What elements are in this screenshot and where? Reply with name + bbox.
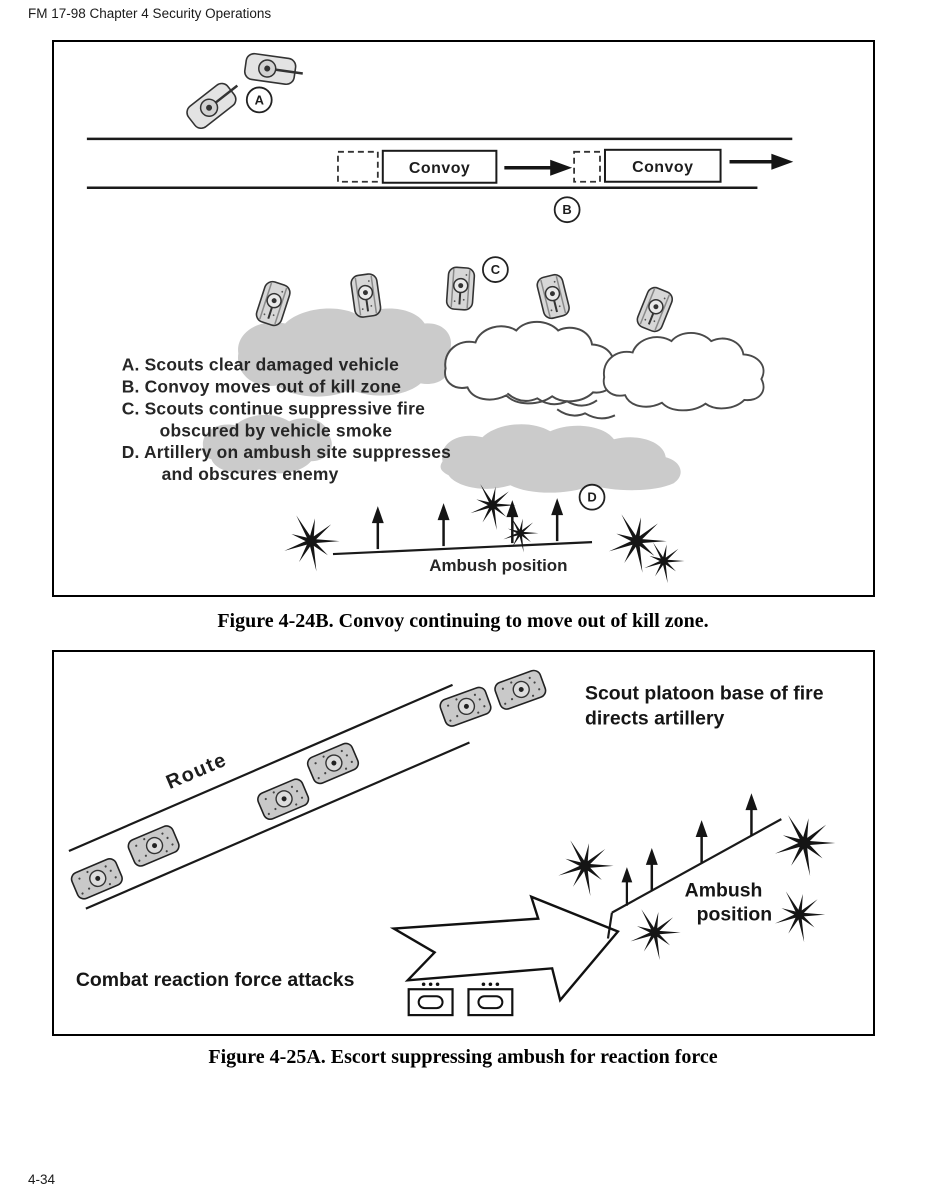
legend-line-4: obscured by vehicle smoke xyxy=(159,420,393,441)
smoke-wave-line xyxy=(557,409,615,418)
marker-c xyxy=(483,257,508,282)
legend-line-1: A. Scouts clear damaged vehicle xyxy=(121,354,400,375)
ambush-position-line xyxy=(333,542,592,554)
apc-icon xyxy=(409,982,453,1015)
scout-vehicle-icon xyxy=(536,273,571,320)
scout-vehicle-icon xyxy=(635,285,675,334)
explosion-icon xyxy=(775,891,825,942)
dashed-vehicle-outline xyxy=(574,152,600,182)
legend-line-6: and obscures enemy xyxy=(161,464,339,485)
route-line-bottom xyxy=(86,743,470,909)
figure-424b-caption: Figure 4-24B. Convoy continuing to move out of kill zone. xyxy=(217,610,709,632)
convoy-label-1: Convoy xyxy=(408,159,471,177)
scout-base-vehicle-icon xyxy=(493,669,547,712)
up-arrow-icon xyxy=(622,867,633,905)
legend-line-3: C. Scouts continue suppressive fire xyxy=(121,398,425,419)
smoke-blob xyxy=(441,424,681,492)
svg-text:A: A xyxy=(254,92,264,108)
explosion-icon xyxy=(644,542,684,583)
convoy-label-2: Convoy xyxy=(632,158,694,176)
ambush-position-tick xyxy=(608,913,612,939)
scout-vehicle-icon xyxy=(254,280,292,328)
scout-base-vehicle-icon xyxy=(438,685,492,728)
reaction-force-label: Combat reaction force attacks xyxy=(75,969,355,992)
up-arrow-icon xyxy=(438,503,450,546)
marker-d xyxy=(580,485,605,510)
escort-vehicle-icon xyxy=(69,857,124,901)
explosion-icon xyxy=(630,909,680,960)
explosion-icon xyxy=(775,815,835,876)
convoy-arrowhead-1 xyxy=(550,160,572,176)
up-arrow-icon xyxy=(745,793,757,836)
escort-vehicle-icon xyxy=(126,824,181,868)
convoy-arrowhead-2 xyxy=(771,154,793,170)
ambush-label-line2: position xyxy=(696,903,773,926)
svg-text:B: B xyxy=(562,202,572,218)
ambush-position-label: Ambush position xyxy=(429,556,568,576)
page-number: 4-34 xyxy=(28,1172,56,1187)
svg-text:C: C xyxy=(490,262,501,278)
explosion-icon xyxy=(558,840,613,896)
figure-424b-panel xyxy=(52,40,875,597)
figure-425a-panel xyxy=(52,650,875,1036)
marker-a xyxy=(247,87,272,112)
tank-icon xyxy=(184,75,245,131)
up-arrow-icon xyxy=(551,498,563,541)
svg-text:D: D xyxy=(587,489,597,505)
tank-icon xyxy=(244,53,305,87)
explosion-icon xyxy=(284,515,339,571)
dashed-vehicle-outline xyxy=(338,152,378,182)
reaction-force-arrow xyxy=(394,897,618,1000)
up-arrow-icon xyxy=(696,820,708,863)
scout-vehicle-icon xyxy=(350,273,381,318)
legend-line-2: B. Convoy moves out of kill zone xyxy=(121,376,402,397)
route-label: Route xyxy=(162,748,231,794)
smoke-cloud-icon xyxy=(604,333,764,410)
explosion-icon xyxy=(471,484,516,530)
escort-vehicle-icon xyxy=(306,741,361,785)
apc-icon xyxy=(468,982,512,1015)
marker-b xyxy=(555,197,580,222)
base-of-fire-label-line2: directs artillery xyxy=(585,707,725,730)
up-arrow-icon xyxy=(372,506,384,549)
figure-425a-caption: Figure 4-25A. Escort suppressing ambush for reaction force xyxy=(208,1046,718,1068)
legend-line-5: D. Artillery on ambush site suppresses xyxy=(121,442,452,463)
route-line-top xyxy=(69,685,453,851)
page-header: FM 17-98 Chapter 4 Security Operations xyxy=(28,6,272,21)
ambush-label-line1: Ambush xyxy=(684,879,763,902)
base-of-fire-label-line1: Scout platoon base of fire xyxy=(585,682,824,705)
up-arrow-icon xyxy=(646,848,658,891)
smoke-cloud-icon xyxy=(445,322,613,404)
scout-vehicle-icon xyxy=(446,267,475,311)
